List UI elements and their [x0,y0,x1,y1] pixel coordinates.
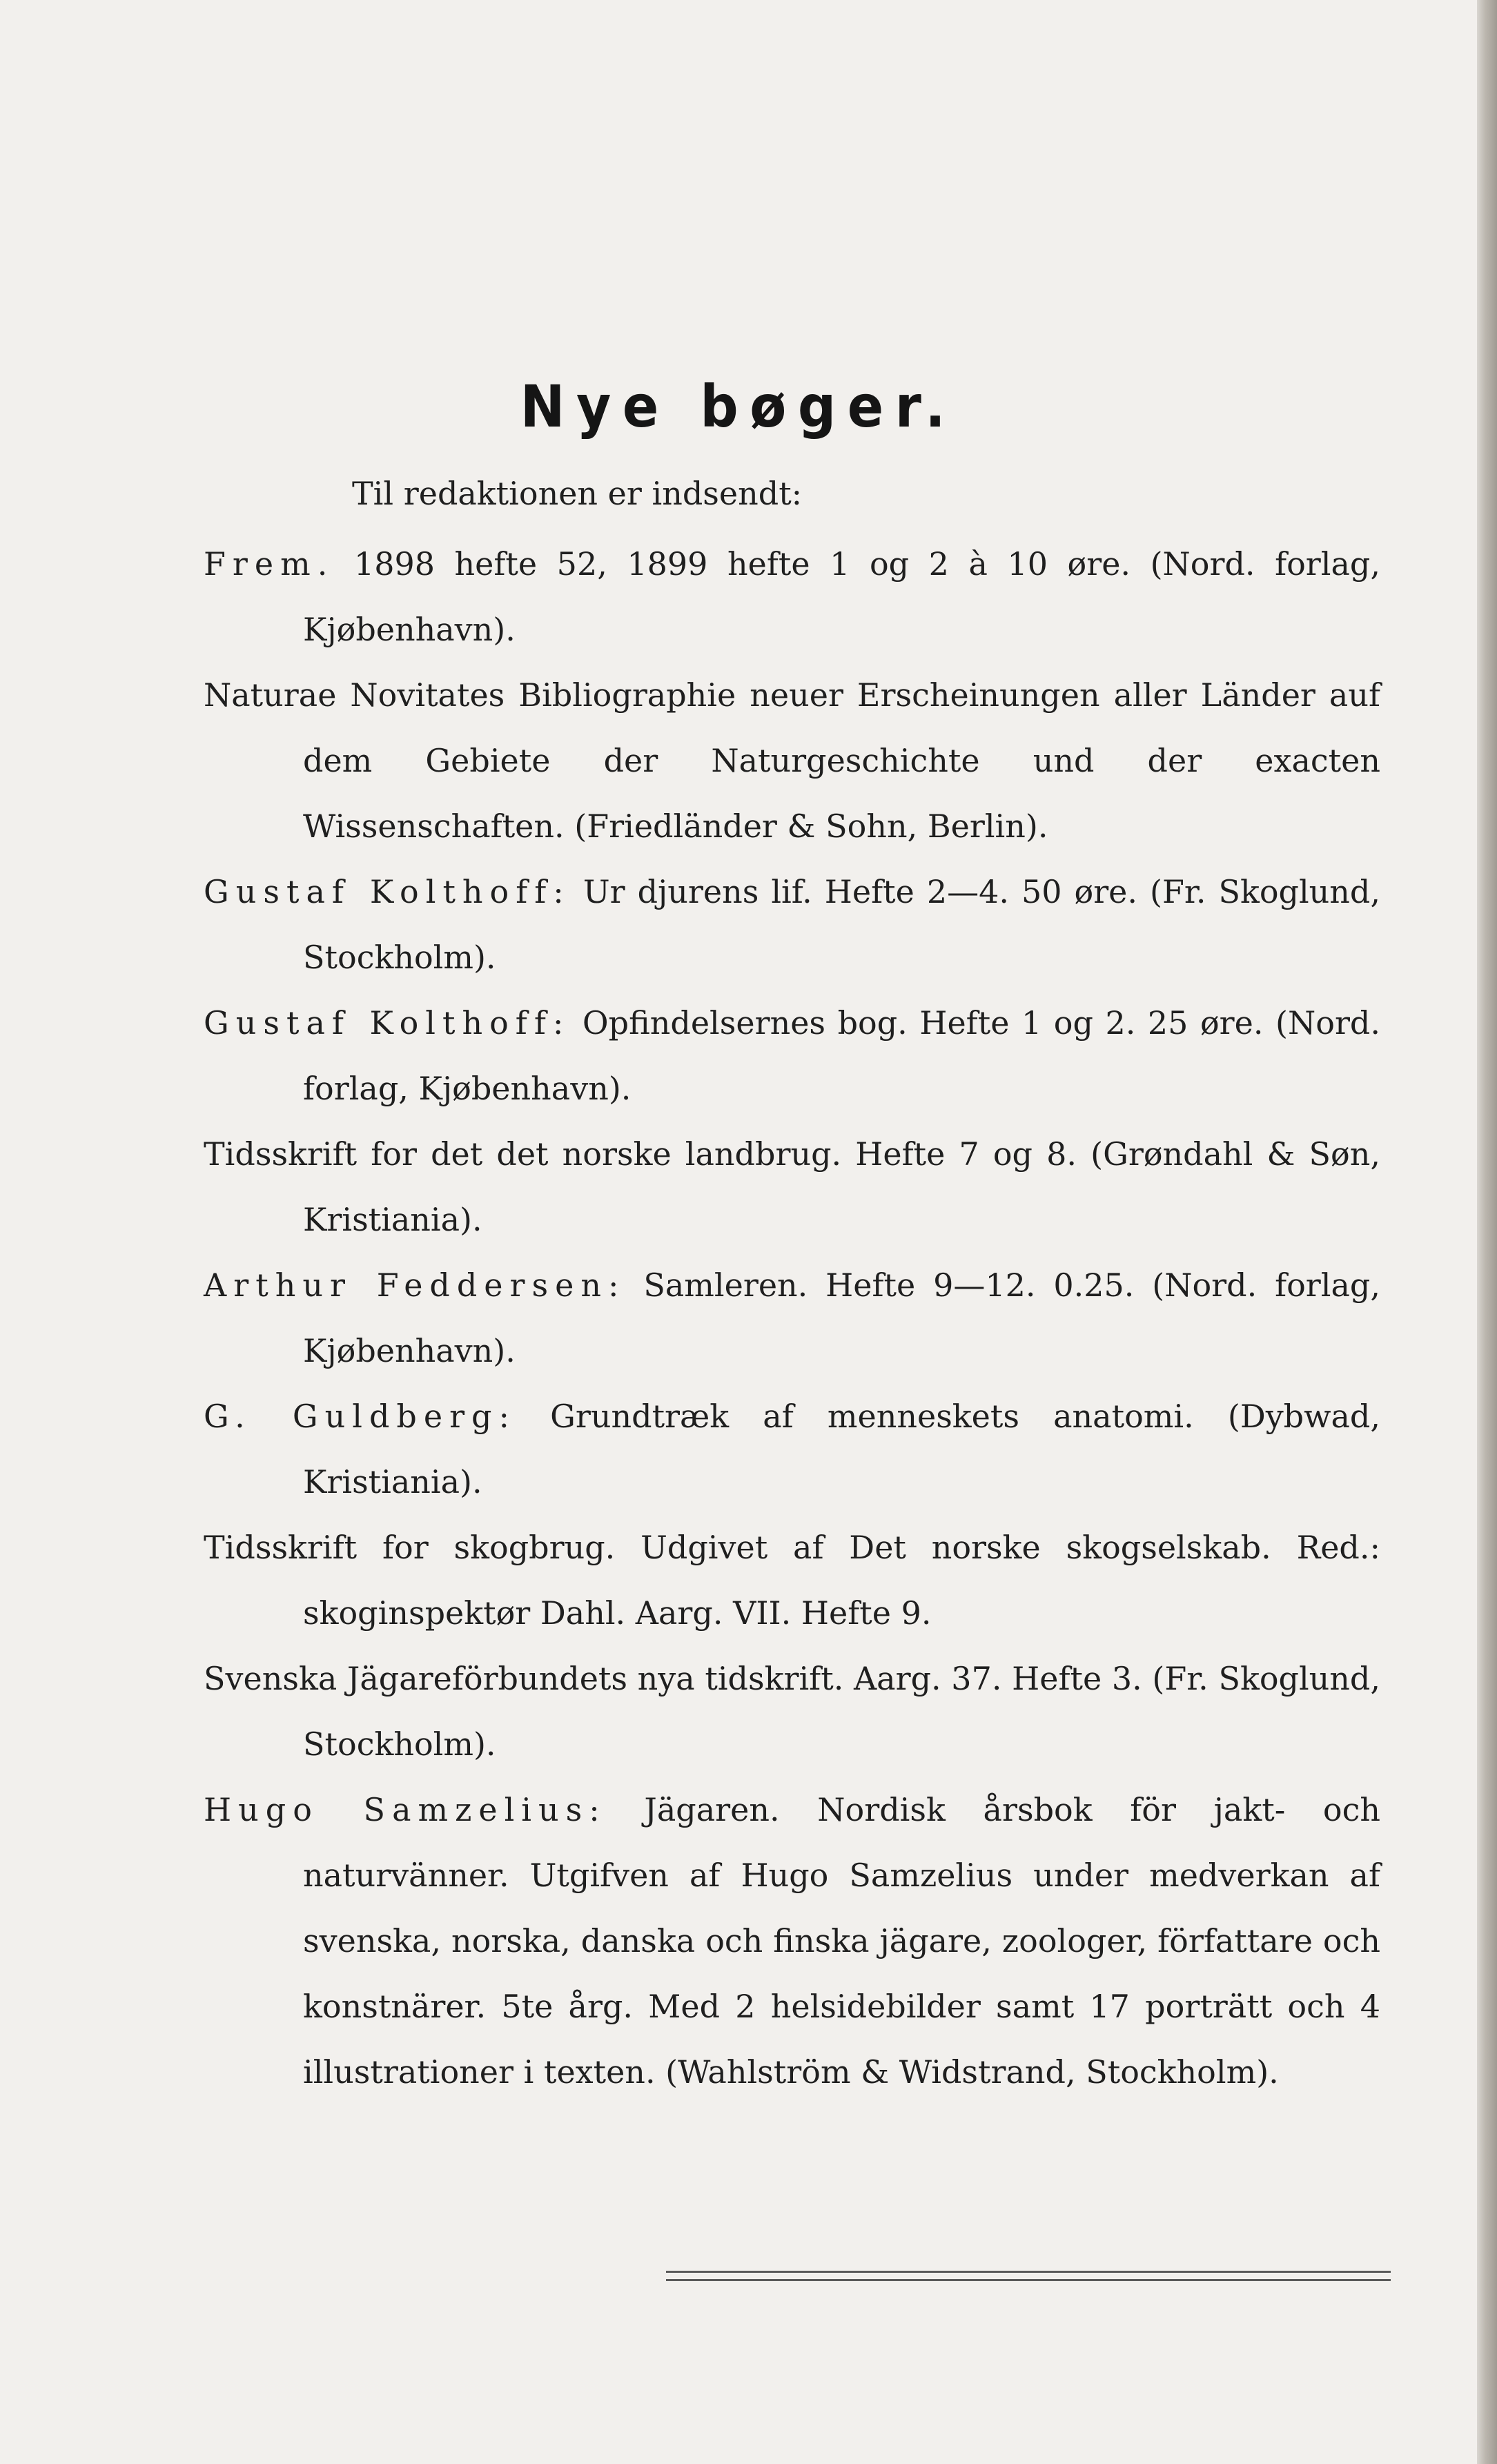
end-rule [666,2279,1391,2281]
entry-author: Frem. [204,545,335,583]
page-title: Nye bøger. [520,373,957,440]
entry-text: Jägaren. Nordisk årsbok för jakt- och naturvänner. Utgifven af Hugo Samzelius under medverkan af svenska, norska, danska och finska jägare, zoologer, författare och konstnärer. 5te årg. Med 2 helsidebilder samt 17 porträtt och 4 illustrationer i texten. (Wahlström & Widstrand, Stockholm). [303,1791,1380,2091]
entry-author: Gustaf Kolthoff: [204,1004,571,1042]
book-list [204,531,1380,2105]
entry-author: Arthur Feddersen: [204,1267,626,1304]
entry-text: Tidsskrift for det det norske landbrug. Hefte 7 og 8. (Grøndahl & Søn, Kristiania). [204,1135,1380,1238]
entry-text: 1898 hefte 52, 1899 hefte 1 og 2 à 10 øre. (Nord. forlag, Kjøbenhavn). [303,545,1380,648]
entry-text: Samleren. Hefte 9—12. 0.25. (Nord. forlag, Kjøbenhavn). [303,1267,1380,1369]
intro-line: Til redaktionen er indsendt: [352,475,803,512]
list-item [204,1515,1380,1646]
list-item [204,1384,1380,1515]
end-rule [666,2271,1391,2273]
list-item [204,990,1380,1122]
entry-text: Naturae Novitates Bibliographie neuer Erscheinungen aller Länder auf dem Gebiete der Naturgeschichte und der exacten Wissenschaften. (Friedländer & Sohn, Berlin). [204,676,1380,845]
entry-author: Hugo Samzelius: [204,1791,607,1828]
list-item [204,1253,1380,1384]
entry-text: Tidsskrift for skogbrug. Udgivet af Det norske skogselskab. Red.: skoginspektør Dahl. Aarg. VII. Hefte 9. [204,1529,1380,1632]
list-item [204,859,1380,990]
list-item [204,1646,1380,1777]
page-edge [1477,0,1497,2464]
entry-author: G. Guldberg: [204,1398,516,1435]
entry-text: Grundtræk af menneskets anatomi. (Dybwad, Kristiania). [303,1398,1380,1500]
entry-author: Gustaf Kolthoff: [204,873,571,910]
entry-text: Opfindelsernes bog. Hefte 1 og 2. 25 øre. (Nord. forlag, Kjøbenhavn). [303,1004,1381,1107]
entry-text: Svenska Jägareförbundets nya tidskrift. Aarg. 37. Hefte 3. (Fr. Skoglund, Stockholm). [204,1660,1380,1763]
list-item [204,663,1380,859]
list-item [204,1777,1380,2105]
list-item [204,1122,1380,1253]
list-item [204,531,1380,663]
entry-text: Ur djurens lif. Hefte 2—4. 50 øre. (Fr. Skoglund, Stockholm). [303,873,1381,976]
